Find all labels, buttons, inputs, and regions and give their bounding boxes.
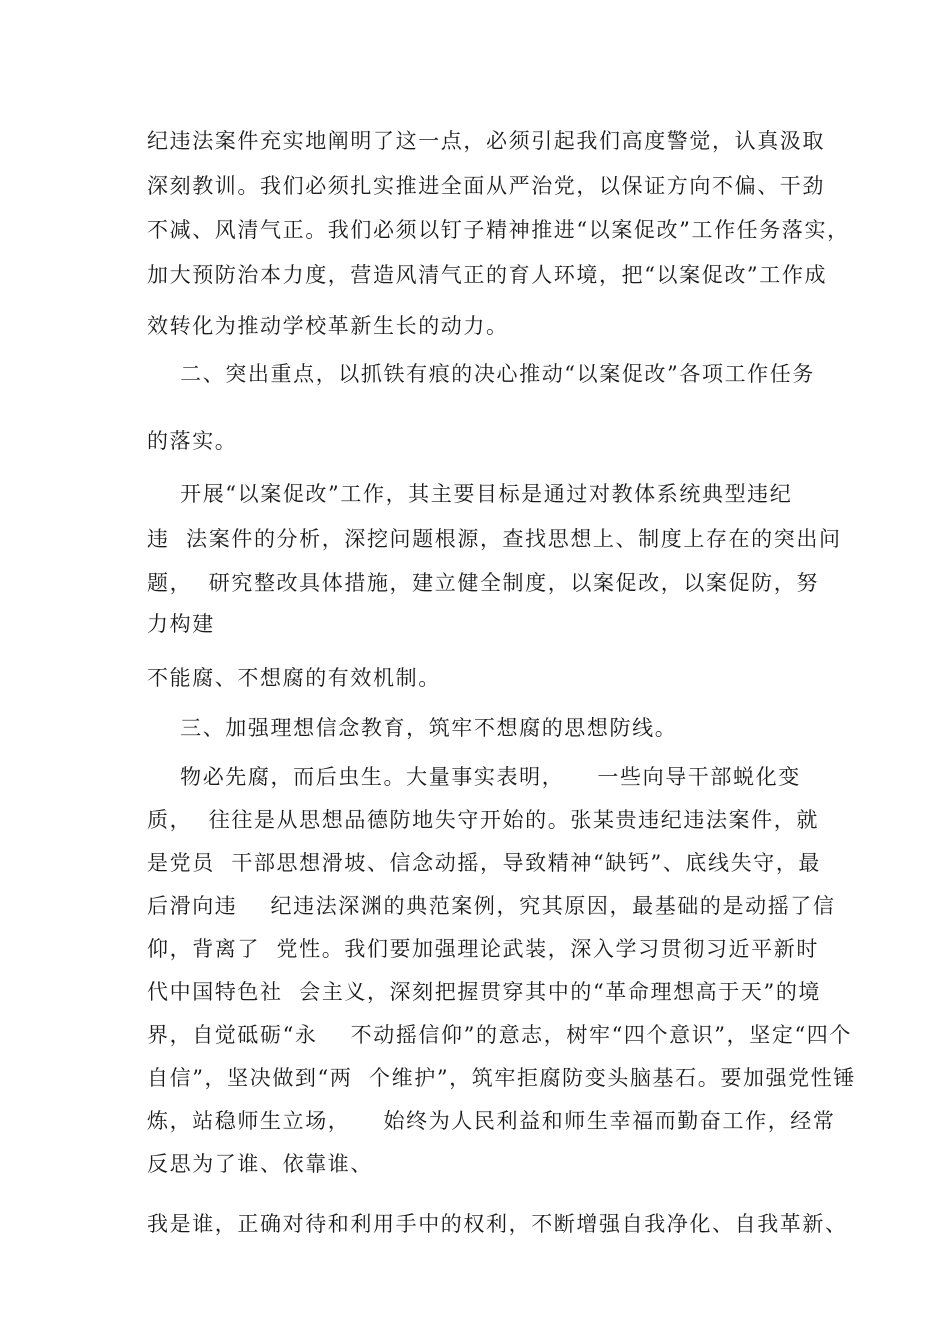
text-line-16: 是党员 干部思想滑坡、信念动摇，导致精神“缺钙”、底线失守，最 bbox=[147, 851, 822, 875]
text-line-17: 后滑向违 纪违法深渊的典范案例，究其原因，最基础的是动摇了信 bbox=[147, 894, 836, 918]
text-line-8: 开展“以案促改”工作，其主要目标是通过对教体系统典型违纪 bbox=[147, 482, 793, 506]
text-line-20: 界，自觉砥砺“永 不动摇信仰”的意志，树牢“四个意识”，坚定“四个 bbox=[147, 1023, 852, 1047]
section-heading-2: 二、突出重点，以抓铁有痕的决心推动“以案促改”各项工作任务 bbox=[147, 362, 815, 386]
text-line-5: 效转化为推动学校革新生长的动力。 bbox=[147, 314, 509, 338]
text-line-11: 力构建 bbox=[147, 612, 215, 636]
text-line-4: 加大预防治本力度，营造风清气正的育人环境，把“以案促改”工作成 bbox=[147, 263, 828, 287]
text-line-10: 题， 研究整改具体措施，建立健全制度，以案促改，以案促防，努 bbox=[147, 571, 819, 595]
section-heading-3: 三、加强理想信念教育，筑牢不想腐的思想防线。 bbox=[147, 716, 678, 740]
text-line-19: 代中国特色社 会主义，深刻把握贯穿其中的“革命理想高于天”的境 bbox=[147, 980, 822, 1004]
text-line-12: 不能腐、不想腐的有效机制。 bbox=[147, 666, 441, 690]
text-line-7: 的落实。 bbox=[147, 429, 238, 453]
text-line-1: 纪违法案件充实地阐明了这一点，必须引起我们高度警觉，认真汲取 bbox=[147, 129, 825, 153]
text-line-3: 不减、风清气正。我们必须以钉子精神推进“以案促改”工作任务落实， bbox=[147, 218, 850, 242]
text-line-22: 炼，站稳师生立场， 始终为人民利益和师生幸福而勤奋工作，经常 bbox=[147, 1109, 836, 1133]
text-line-9: 违 法案件的分析，深挖问题根源，查找思想上、制度上存在的突出问 bbox=[147, 527, 842, 551]
text-line-23: 反思为了谁、依靠谁、 bbox=[147, 1152, 373, 1176]
text-line-24: 我是谁，正确对待和利用手中的权利，不断增强自我净化、自我革新、 bbox=[147, 1212, 848, 1236]
text-line-2: 深刻教训。我们必须扎实推进全面从严治党，以保证方向不偏、干劲 bbox=[147, 174, 825, 198]
text-line-18: 仰，背离了 党性。我们要加强理论武装，深入学习贯彻习近平新时 bbox=[147, 937, 819, 961]
text-line-15: 质， 往往是从思想品德防地失守开始的。张某贵违纪违法案件，就 bbox=[147, 808, 819, 832]
text-line-14: 物必先腐，而后虫生。大量事实表明， 一些向导干部蜕化变 bbox=[147, 765, 801, 789]
text-line-21: 自信”，坚决做到“两 个维护”，筑牢拒腐防变头脑基石。要加强党性锤 bbox=[147, 1066, 856, 1090]
